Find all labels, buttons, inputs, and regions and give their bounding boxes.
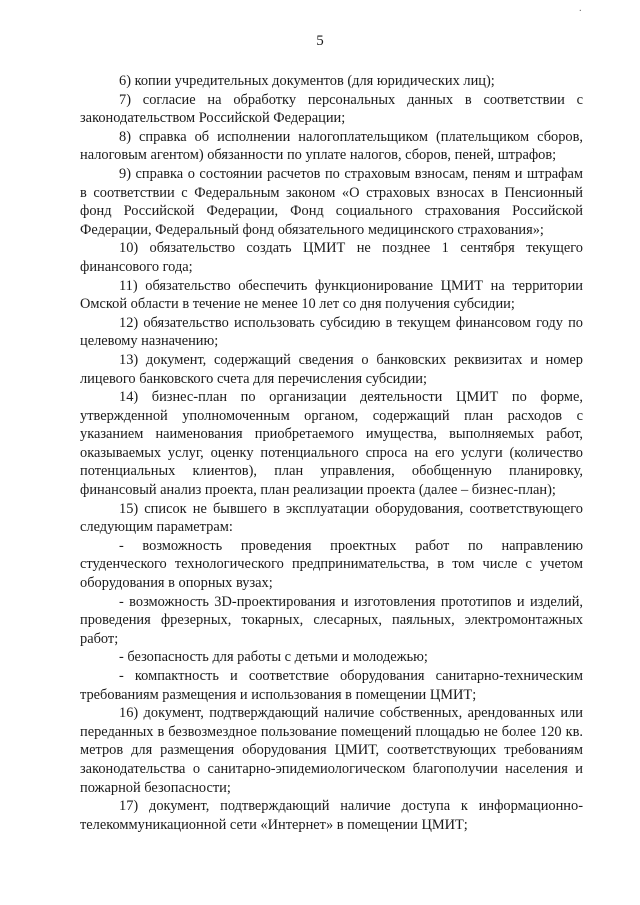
page-number: 5 xyxy=(316,33,324,49)
list-item-10: 10) обязательство создать ЦМИТ не позднее 1 сентября текущего финансового года; xyxy=(80,240,583,275)
list-item-14: 14) бизнес-план по организации деятельности ЦМИТ по форме, утвержденной уполномоченным органом, содержащий план расходов с указанием наименования приобретаемого имущества, выполняемых работ, оказываемых услуг, оценку потенциального спроса на его услуги (количество потенциальных клиентов), план управления, обобщенную планировку, финансовый анализ проекта, план реализации проекта (далее – бизнес-план); xyxy=(80,389,583,499)
list-item-6: 6) копии учредительных документов (для юридических лиц); xyxy=(119,73,495,89)
corner-mark: · xyxy=(578,6,582,17)
list-item-16: 16) документ, подтверждающий наличие собственных, арендованных или переданных в безвозмездное пользование помещений площадью не более 120 кв. метров для размещения оборудования ЦМИТ, соответствующих требованиям законодательства о санитарно-эпидемиологическом благополучии населения и пожарной безопасности; xyxy=(80,705,583,796)
list-item-9: 9) справка о состоянии расчетов по страховым взносам, пеням и штрафам в соответствии с Федеральным законом «О страховых взносах в Пенсионный фонд Российской Федерации, Фонд социального страхования Российской Федерации, Федеральный фонд обязательного медицинского страхования»; xyxy=(80,165,583,238)
equipment-requirement-safety: - безопасность для работы с детьми и молодежью; xyxy=(119,649,428,666)
list-item-12: 12) обязательство использовать субсидию в текущем финансовом году по целевому назначению; xyxy=(80,314,583,350)
equipment-requirement-3d-prototyping: - возможность 3D-проектирования и изготовления прототипов и изделий, проведения фрезерных, токарных, слесарных, паяльных, электромонтажных работ; xyxy=(80,593,583,647)
list-item-8: 8) справка об исполнении налогоплательщиком (плательщиком сборов, налоговым агентом) обязанности по уплате налогов, сборов, пеней, штрафов; xyxy=(80,128,583,164)
equipment-requirement-compactness: - компактность и соответствие оборудования санитарно-техническим требованиям размещения и использования в помещении ЦМИТ; xyxy=(80,668,583,703)
list-item-13: 13) документ, содержащий сведения о банковских реквизитах и номер лицевого банковского счета для перечисления субсидии; xyxy=(80,351,583,387)
list-item-15: 15) список не бывшего в эксплуатации оборудования, соответствующего следующим параметрам: xyxy=(80,500,583,536)
equipment-requirement-design-work: - возможность проведения проектных работ по направлению студенческого технологического предпринимательства, в том числе с учетом оборудования в опорных вузах; xyxy=(80,537,583,592)
list-item-17: 17) документ, подтверждающий наличие доступа к информационно-телекоммуникационной сети «Интернет» в помещении ЦМИТ; xyxy=(80,798,583,833)
document-body xyxy=(80,72,583,834)
list-item-7: 7) согласие на обработку персональных данных в соответствии с законодательством Российской Федерации; xyxy=(80,91,583,127)
list-item-11: 11) обязательство обеспечить функционирование ЦМИТ на территории Омской области в течение не менее 10 лет со дня получения субсидии; xyxy=(80,277,583,313)
